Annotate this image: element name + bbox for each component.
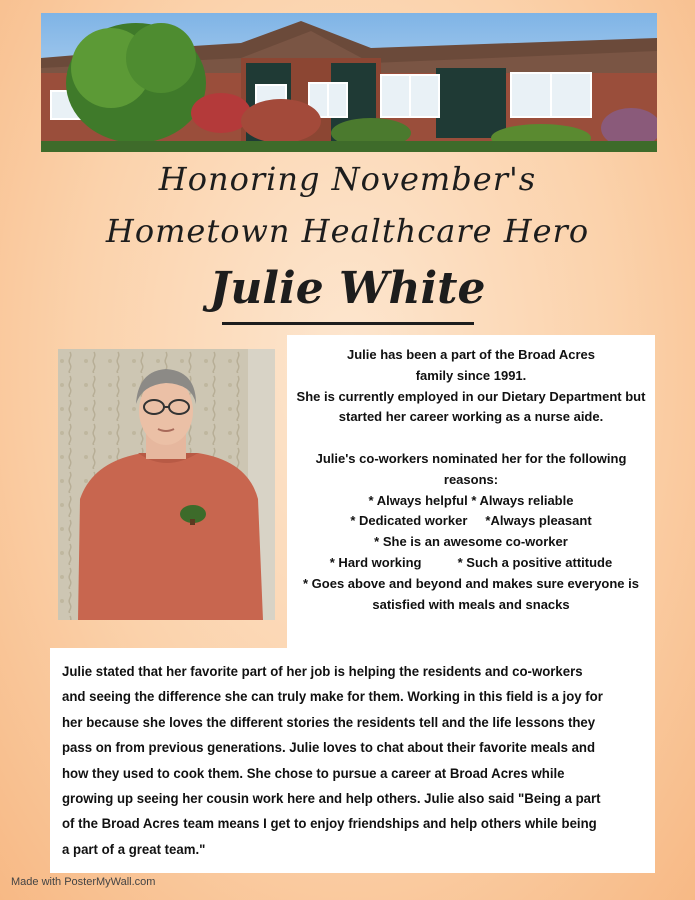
- name-underline: [222, 322, 474, 325]
- intro-line: started her career working as a nurse aide.: [338, 409, 604, 425]
- story-text: [62, 660, 646, 863]
- reasons-heading: Julie's co-workers nominated her for the following: [315, 450, 627, 466]
- title-line-2: Hometown Healthcare Hero: [105, 212, 590, 250]
- reasons-text: [290, 345, 652, 615]
- story-line: growing up seeing her cousin work here and help others. Julie also said "Being a part: [62, 791, 601, 808]
- story-line: a part of a great team.": [62, 841, 206, 858]
- reason-item: * She is an awesome co-worker: [374, 534, 568, 550]
- intro-line: Julie has been a part of the Broad Acres: [346, 347, 596, 362]
- portrait-photo: [58, 349, 275, 620]
- reason-item: * Always helpful * Always reliable: [368, 492, 574, 508]
- reason-item: * Dedicated worker *Always pleasant: [350, 513, 592, 529]
- reason-item: * Goes above and beyond and makes sure everyone is: [303, 575, 639, 591]
- footer-credit: Made with PosterMyWall.com: [11, 876, 156, 888]
- building-photo: [41, 13, 657, 152]
- story-line: how they used to cook them. She chose to pursue a career at Broad Acres while: [62, 765, 565, 782]
- story-line: and seeing the difference she can truly make for them. Working in this field is a joy for: [62, 689, 603, 706]
- intro-line: She is currently employed in our Dietary Department but: [296, 388, 646, 404]
- story-line: pass on from previous generations. Julie loves to chat about their favorite meals and: [62, 740, 596, 757]
- title-line-1: Honoring November's: [158, 160, 537, 198]
- story-line: of the Broad Acres team means I get to enjoy friendships and help others while being: [62, 816, 597, 833]
- reason-item: * Hard working * Such a positive attitude: [329, 554, 613, 570]
- intro-line: family since 1991.: [415, 367, 527, 383]
- reasons-heading: reasons:: [443, 471, 499, 487]
- reason-item: satisfied with meals and snacks: [372, 596, 570, 612]
- honoree-name: Julie White: [209, 263, 486, 314]
- story-line: her because she loves the different stories the residents tell and the life lessons they: [62, 714, 596, 731]
- story-line: Julie stated that her favorite part of her job is helping the residents and co-workers: [62, 664, 583, 680]
